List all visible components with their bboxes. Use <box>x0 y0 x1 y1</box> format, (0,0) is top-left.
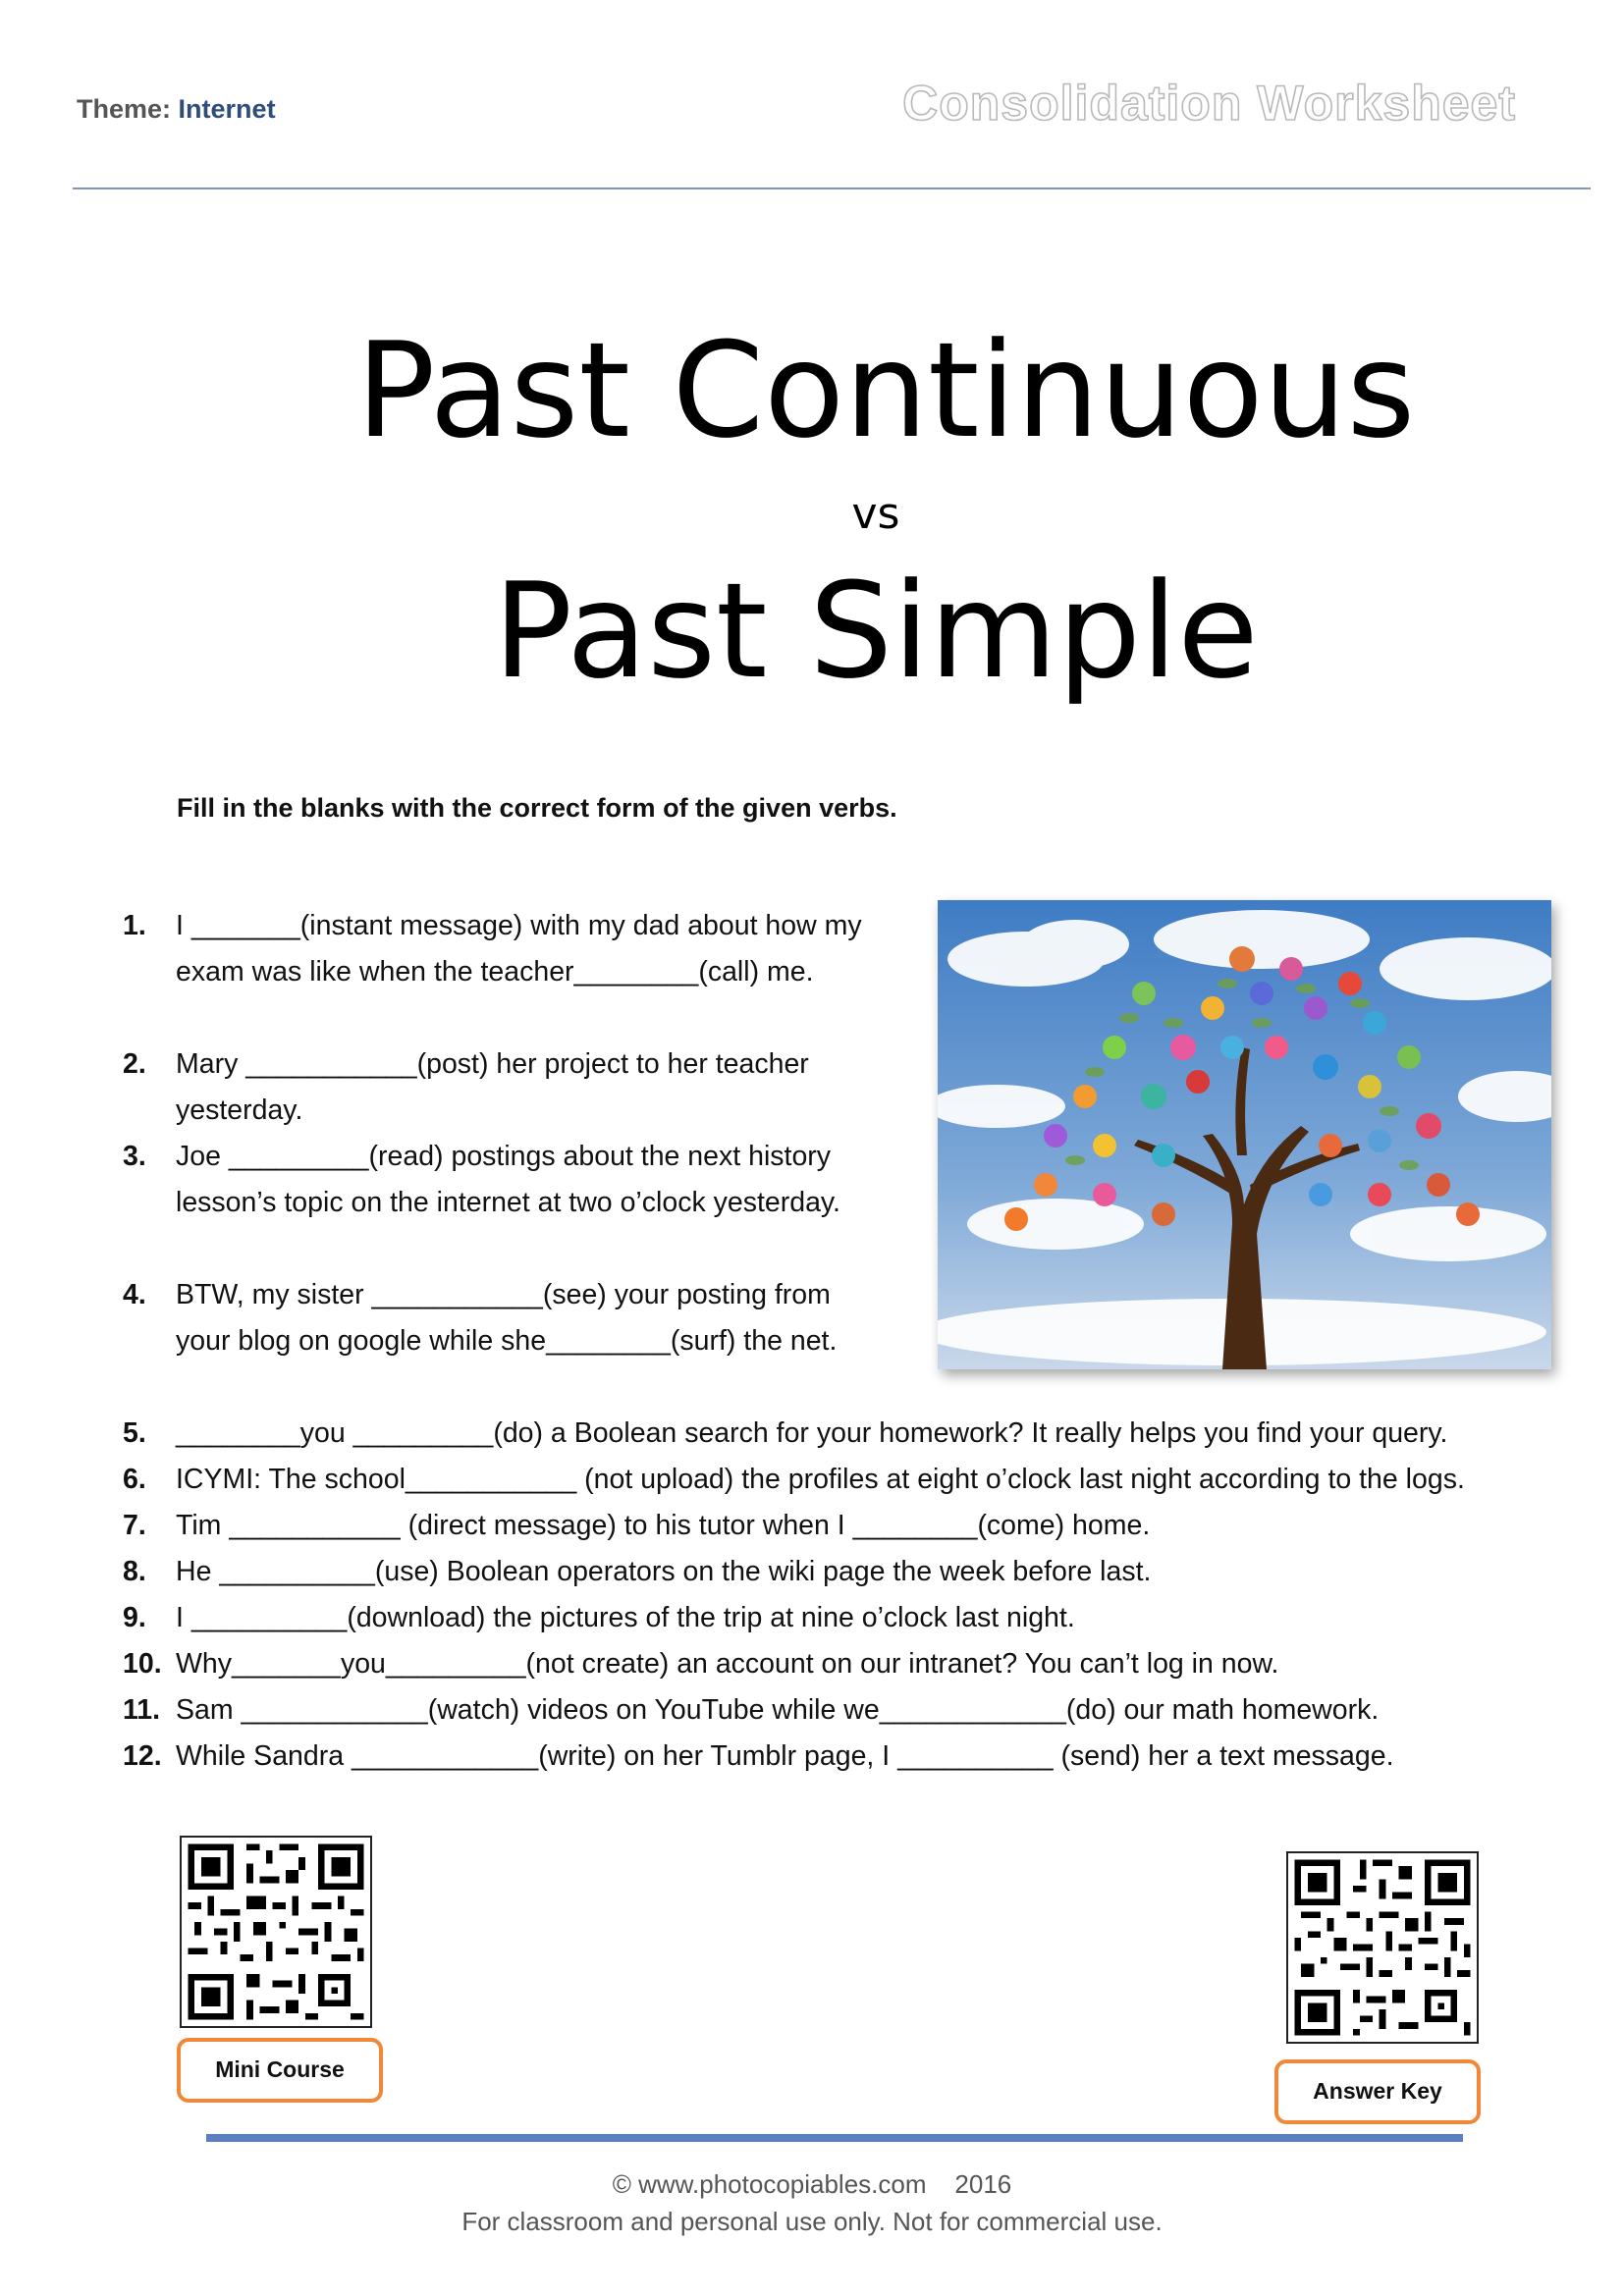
question-item <box>123 1457 1465 1503</box>
question-item <box>123 1549 1151 1595</box>
question-number: 4. <box>123 1279 146 1310</box>
question-number: 1. <box>123 910 146 941</box>
question-number: 3. <box>123 1141 146 1172</box>
question-number: 6. <box>123 1464 146 1495</box>
question-text: Tim ___________ (direct message) to his tutor when I ________(come) home. <box>176 1510 1151 1541</box>
footer-copyright: © www.photocopiables.com 2016 <box>612 2169 1012 2199</box>
question-item <box>123 1411 1447 1457</box>
question-text: Mary ___________(post) her project to her teacher yesterday. <box>176 1048 809 1126</box>
qr-code-answer-key[interactable] <box>1286 1851 1479 2044</box>
internet-tree-image <box>938 900 1551 1369</box>
instructions: Fill in the blanks with the correct form of the given verbs. <box>177 793 897 823</box>
question-item <box>123 903 879 995</box>
question-number: 9. <box>123 1602 146 1633</box>
answer-key-label[interactable]: Answer Key <box>1274 2059 1481 2124</box>
header-divider <box>73 187 1591 189</box>
question-text: Joe _________(read) postings about the next history lesson’s topic on the internet at two o’clock yesterday. <box>176 1141 840 1218</box>
question-text: He __________(use) Boolean operators on the wiki page the week before last. <box>176 1556 1152 1587</box>
footer-divider <box>206 2134 1463 2142</box>
question-text: ________you _________(do) a Boolean search for your homework? It really helps you find your query. <box>176 1417 1448 1449</box>
theme-label-prefix: Theme: <box>77 94 172 124</box>
question-text: I _______(instant message) with my dad about how my exam was like when the teacher________(call) me. <box>176 910 862 988</box>
mini-course-label[interactable]: Mini Course <box>177 2038 383 2103</box>
question-text: While Sandra ____________(write) on her Tumblr page, I __________ (send) her a text message. <box>176 1740 1394 1772</box>
qr-code-mini-course[interactable] <box>180 1836 372 2028</box>
title-vs: vs <box>851 489 900 539</box>
question-number: 12. <box>123 1740 162 1772</box>
question-item <box>123 1272 879 1364</box>
title-past-simple: Past Simple <box>493 555 1259 708</box>
question-number: 2. <box>123 1048 146 1080</box>
question-item <box>123 1134 879 1226</box>
question-text: Sam ____________(watch) videos on YouTube while we____________(do) our math homework. <box>176 1694 1380 1726</box>
question-number: 5. <box>123 1417 146 1449</box>
question-text: Why_______you_________(not create) an account on our intranet? You can’t log in now. <box>176 1648 1279 1680</box>
question-text: I __________(download) the pictures of the trip at nine o’clock last night. <box>176 1602 1075 1633</box>
question-item <box>123 1687 1379 1734</box>
footer-usage-note: For classroom and personal use only. Not for commercial use. <box>461 2207 1163 2236</box>
theme-value: Internet <box>178 94 276 124</box>
question-text: ICYMI: The school___________ (not upload) the profiles at eight o’clock last night according to the logs. <box>176 1464 1465 1495</box>
worksheet-type-heading: Consolidation Worksheet <box>902 76 1516 131</box>
question-number: 10. <box>123 1648 162 1680</box>
question-item <box>123 1641 1278 1687</box>
question-item <box>123 1041 879 1134</box>
question-item <box>123 1734 1394 1780</box>
question-number: 7. <box>123 1510 146 1541</box>
title-past-continuous: Past Continuous <box>355 314 1416 467</box>
question-item <box>123 1595 1075 1641</box>
question-number: 11. <box>123 1694 161 1726</box>
question-text: BTW, my sister ___________(see) your posting from your blog on google while she________(surf) the net. <box>176 1279 838 1357</box>
theme-label <box>77 94 276 125</box>
question-number: 8. <box>123 1556 146 1587</box>
question-item <box>123 1503 1150 1549</box>
